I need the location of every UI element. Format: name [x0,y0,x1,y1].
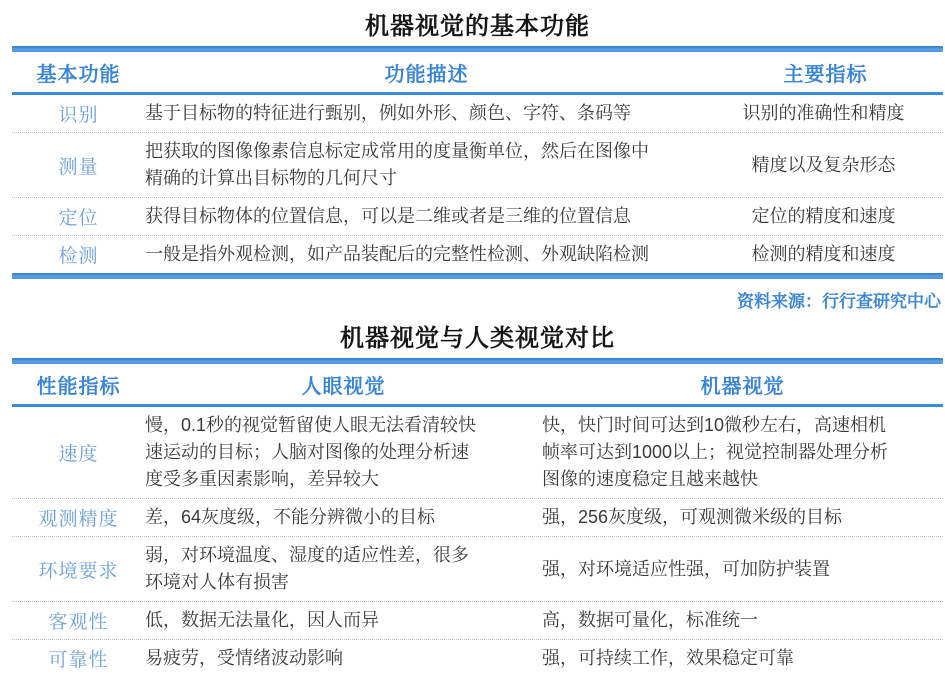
table1-title: 机器视觉的基本功能 [365,13,590,40]
table2-header-indicator: 性能指标 [36,376,121,398]
row-metric: 检测的精度和速度 [751,244,896,264]
table1-body [12,95,943,273]
table2-header-human-vision: 人眼视觉 [301,376,386,398]
content-area [12,0,943,675]
table2-header-machine-vision: 机器视觉 [700,376,785,398]
table-row [12,197,943,235]
row-machine-vision: 快，快门时间可达到10微秒左右，高速相机帧率可达到1000以上；视觉控制器处理分析图像的速度稳定且越来越快 [542,415,889,489]
table-row [12,407,943,498]
table2-body [12,407,943,675]
row-human-vision: 弱，对环境温度、湿度的适应性差，很多环境对人体有损害 [145,545,469,592]
row-human-vision: 易疲劳，受情绪波动影响 [145,648,343,668]
table1-header-description: 功能描述 [384,64,469,86]
table1-header-row [12,52,943,92]
row-human-vision: 差，64灰度级，不能分辨微小的目标 [145,507,436,527]
table-row [12,639,943,675]
row-label: 检测 [58,246,99,267]
row-description: 获得目标物体的位置信息，可以是二维或者是三维的位置信息 [145,206,631,226]
row-label: 可靠性 [48,650,109,671]
table-row [12,536,943,601]
row-description: 把获取的图像像素信息标定成常用的度量衡单位，然后在图像中精确的计算出目标物的几何尺寸 [145,141,649,188]
row-machine-vision: 强，256灰度级，可观测微米级的目标 [542,507,843,527]
row-description: 一般是指外观检测，如产品装配后的完整性检测、外观缺陷检测 [145,244,649,264]
table2-header-row [12,364,943,404]
table2-title: 机器视觉与人类视觉对比 [340,325,615,352]
row-machine-vision: 强，对环境适应性强，可加防护装置 [542,558,830,579]
row-human-vision: 低，数据无法量化，因人而异 [145,610,379,630]
table-row [12,235,943,273]
row-label: 环境要求 [38,560,119,582]
row-machine-vision: 强，可持续工作，效果稳定可靠 [542,648,794,668]
row-label: 测量 [58,156,99,178]
table-row [12,498,943,536]
row-metric: 定位的精度和速度 [751,206,896,226]
row-label: 速度 [58,444,99,465]
row-metric: 识别的准确性和精度 [742,103,905,123]
table-row [12,132,943,197]
row-label: 客观性 [48,612,109,633]
row-metric: 精度以及复杂形态 [751,154,896,175]
row-label: 观测精度 [38,509,119,530]
table1-header-metric: 主要指标 [783,64,868,86]
row-label: 识别 [58,105,99,126]
row-description: 基于目标物的特征进行甄别，例如外形、颜色、字符、条码等 [145,103,631,123]
row-label: 定位 [58,208,99,229]
table-row [12,95,943,132]
table-row [12,601,943,639]
row-human-vision: 慢，0.1秒的视觉暂留使人眼无法看清较快速运动的目标；人脑对图像的处理分析速度受多重因素影响，差异较大 [145,415,477,489]
table1-header-function: 基本功能 [36,64,121,86]
row-machine-vision: 高，数据可量化，标准统一 [542,610,758,630]
source-note: 资料来源：行行查研究中心 [737,292,941,311]
